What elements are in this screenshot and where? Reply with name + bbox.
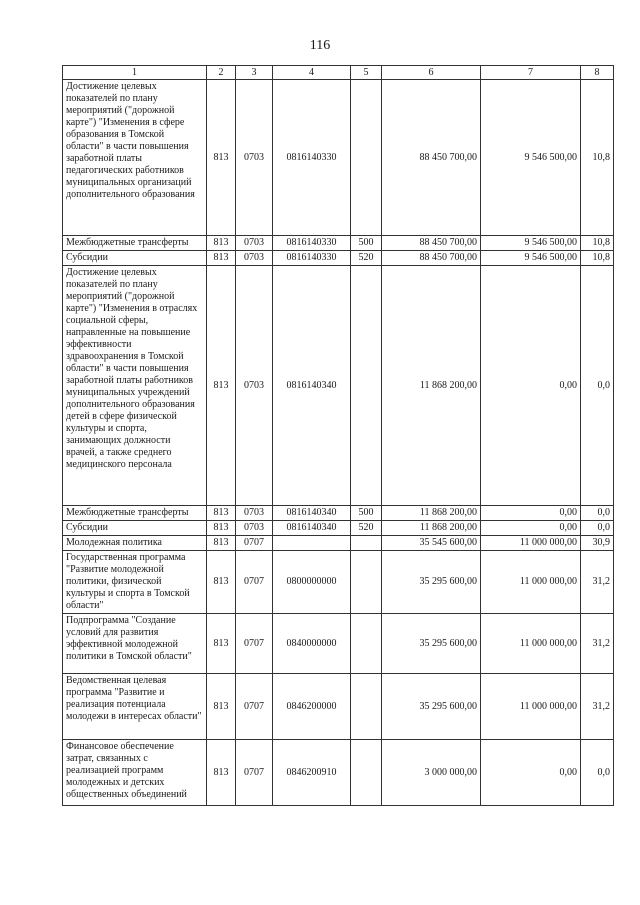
row-plan: 11 868 200,00: [382, 266, 481, 506]
row-expense-type: [351, 740, 382, 806]
row-name: Подпрограмма "Создание условий для развития эффективной молодежной политики в Томской области": [63, 614, 207, 674]
row-expense-type: [351, 674, 382, 740]
row-expense-type: 500: [351, 506, 382, 521]
row-fact: 9 546 500,00: [481, 236, 581, 251]
table-row: [63, 536, 614, 551]
row-target-article: 0846200000: [273, 674, 351, 740]
header-cell: 5: [351, 66, 382, 80]
row-name: Достижение целевых показателей по плану мероприятий ("дорожной карте") "Изменения в отраслях социальной сферы, направленные на повышение эффективности здравоохранения в Томской области" в части повышения заработной платы работников муниципальных учреждений дополнительного образования детей в сфере физической культуры и спорта, занимающих должности врачей, а также среднего медицинского персонала: [63, 266, 207, 506]
row-section: 0707: [236, 674, 273, 740]
row-target-article: 0846200910: [273, 740, 351, 806]
row-plan: 11 868 200,00: [382, 506, 481, 521]
row-ved: 813: [207, 251, 236, 266]
row-percent: 10,8: [581, 80, 614, 236]
row-target-article: 0816140330: [273, 80, 351, 236]
header-row: [63, 66, 614, 80]
row-ved: 813: [207, 740, 236, 806]
table-row: [63, 674, 614, 740]
row-name: Субсидии: [63, 521, 207, 536]
row-expense-type: [351, 266, 382, 506]
row-fact: 0,00: [481, 740, 581, 806]
row-plan: 88 450 700,00: [382, 251, 481, 266]
row-target-article: 0816140330: [273, 251, 351, 266]
row-target-article: 0816140330: [273, 236, 351, 251]
row-section: 0707: [236, 551, 273, 614]
row-name: Ведомственная целевая программа "Развитие и реализация потенциала молодежи в интересах области": [63, 674, 207, 740]
row-expense-type: [351, 551, 382, 614]
table-row: [63, 266, 614, 506]
row-fact: 9 546 500,00: [481, 251, 581, 266]
row-ved: 813: [207, 536, 236, 551]
row-section: 0707: [236, 536, 273, 551]
row-fact: 0,00: [481, 521, 581, 536]
budget-table: [62, 65, 614, 806]
header-cell: 2: [207, 66, 236, 80]
row-target-article: 0816140340: [273, 266, 351, 506]
row-fact: 9 546 500,00: [481, 80, 581, 236]
row-name: Государственная программа "Развитие молодежной политики, физической культуры и спорта в Томской области": [63, 551, 207, 614]
table-row: [63, 236, 614, 251]
table-row: [63, 521, 614, 536]
row-section: 0703: [236, 80, 273, 236]
table-row: [63, 80, 614, 236]
row-section: 0707: [236, 614, 273, 674]
row-plan: 11 868 200,00: [382, 521, 481, 536]
row-name: Достижение целевых показателей по плану мероприятий ("дорожной карте") "Изменения в сфере образования в Томской области" в части повышения заработной платы педагогических работников муниципальных организаций дополнительного образования: [63, 80, 207, 236]
row-plan: 35 545 600,00: [382, 536, 481, 551]
row-fact: 0,00: [481, 266, 581, 506]
page-number: 116: [309, 38, 331, 53]
row-plan: 35 295 600,00: [382, 614, 481, 674]
row-plan: 88 450 700,00: [382, 236, 481, 251]
row-target-article: 0840000000: [273, 614, 351, 674]
row-percent: 31,2: [581, 674, 614, 740]
row-percent: 0,0: [581, 266, 614, 506]
row-percent: 30,9: [581, 536, 614, 551]
row-percent: 10,8: [581, 236, 614, 251]
row-ved: 813: [207, 614, 236, 674]
row-ved: 813: [207, 266, 236, 506]
table-row: [63, 614, 614, 674]
row-fact: 0,00: [481, 506, 581, 521]
row-plan: 3 000 000,00: [382, 740, 481, 806]
row-target-article: 0816140340: [273, 521, 351, 536]
table-row: [63, 251, 614, 266]
row-name: Межбюджетные трансферты: [63, 506, 207, 521]
row-expense-type: [351, 536, 382, 551]
row-name: Межбюджетные трансферты: [63, 236, 207, 251]
row-percent: 10,8: [581, 251, 614, 266]
row-percent: 0,0: [581, 740, 614, 806]
row-expense-type: 500: [351, 236, 382, 251]
row-percent: 0,0: [581, 521, 614, 536]
header-cell: 7: [481, 66, 581, 80]
row-percent: 0,0: [581, 506, 614, 521]
row-expense-type: [351, 80, 382, 236]
row-target-article: 0800000000: [273, 551, 351, 614]
row-fact: 11 000 000,00: [481, 674, 581, 740]
row-section: 0703: [236, 236, 273, 251]
row-name: Субсидии: [63, 251, 207, 266]
row-ved: 813: [207, 236, 236, 251]
row-name: Молодежная политика: [63, 536, 207, 551]
header-cell: 3: [236, 66, 273, 80]
row-fact: 11 000 000,00: [481, 551, 581, 614]
row-plan: 35 295 600,00: [382, 674, 481, 740]
row-section: 0703: [236, 506, 273, 521]
row-percent: 31,2: [581, 551, 614, 614]
row-expense-type: 520: [351, 521, 382, 536]
row-expense-type: [351, 614, 382, 674]
header-cell: 8: [581, 66, 614, 80]
header-cell: 4: [273, 66, 351, 80]
header-cell: 6: [382, 66, 481, 80]
row-ved: 813: [207, 80, 236, 236]
row-ved: 813: [207, 506, 236, 521]
row-section: 0703: [236, 251, 273, 266]
row-ved: 813: [207, 521, 236, 536]
row-fact: 11 000 000,00: [481, 614, 581, 674]
row-target-article: 0816140340: [273, 506, 351, 521]
row-ved: 813: [207, 674, 236, 740]
row-section: 0707: [236, 740, 273, 806]
table-row: [63, 740, 614, 806]
row-percent: 31,2: [581, 614, 614, 674]
table-row: [63, 506, 614, 521]
row-plan: 88 450 700,00: [382, 80, 481, 236]
row-section: 0703: [236, 266, 273, 506]
row-plan: 35 295 600,00: [382, 551, 481, 614]
table-row: [63, 551, 614, 614]
row-fact: 11 000 000,00: [481, 536, 581, 551]
header-cell: 1: [63, 66, 207, 80]
row-name: Финансовое обеспечение затрат, связанных с реализацией программ молодежных и детских общественных объединений: [63, 740, 207, 806]
row-ved: 813: [207, 551, 236, 614]
row-section: 0703: [236, 521, 273, 536]
row-target-article: [273, 536, 351, 551]
row-expense-type: 520: [351, 251, 382, 266]
